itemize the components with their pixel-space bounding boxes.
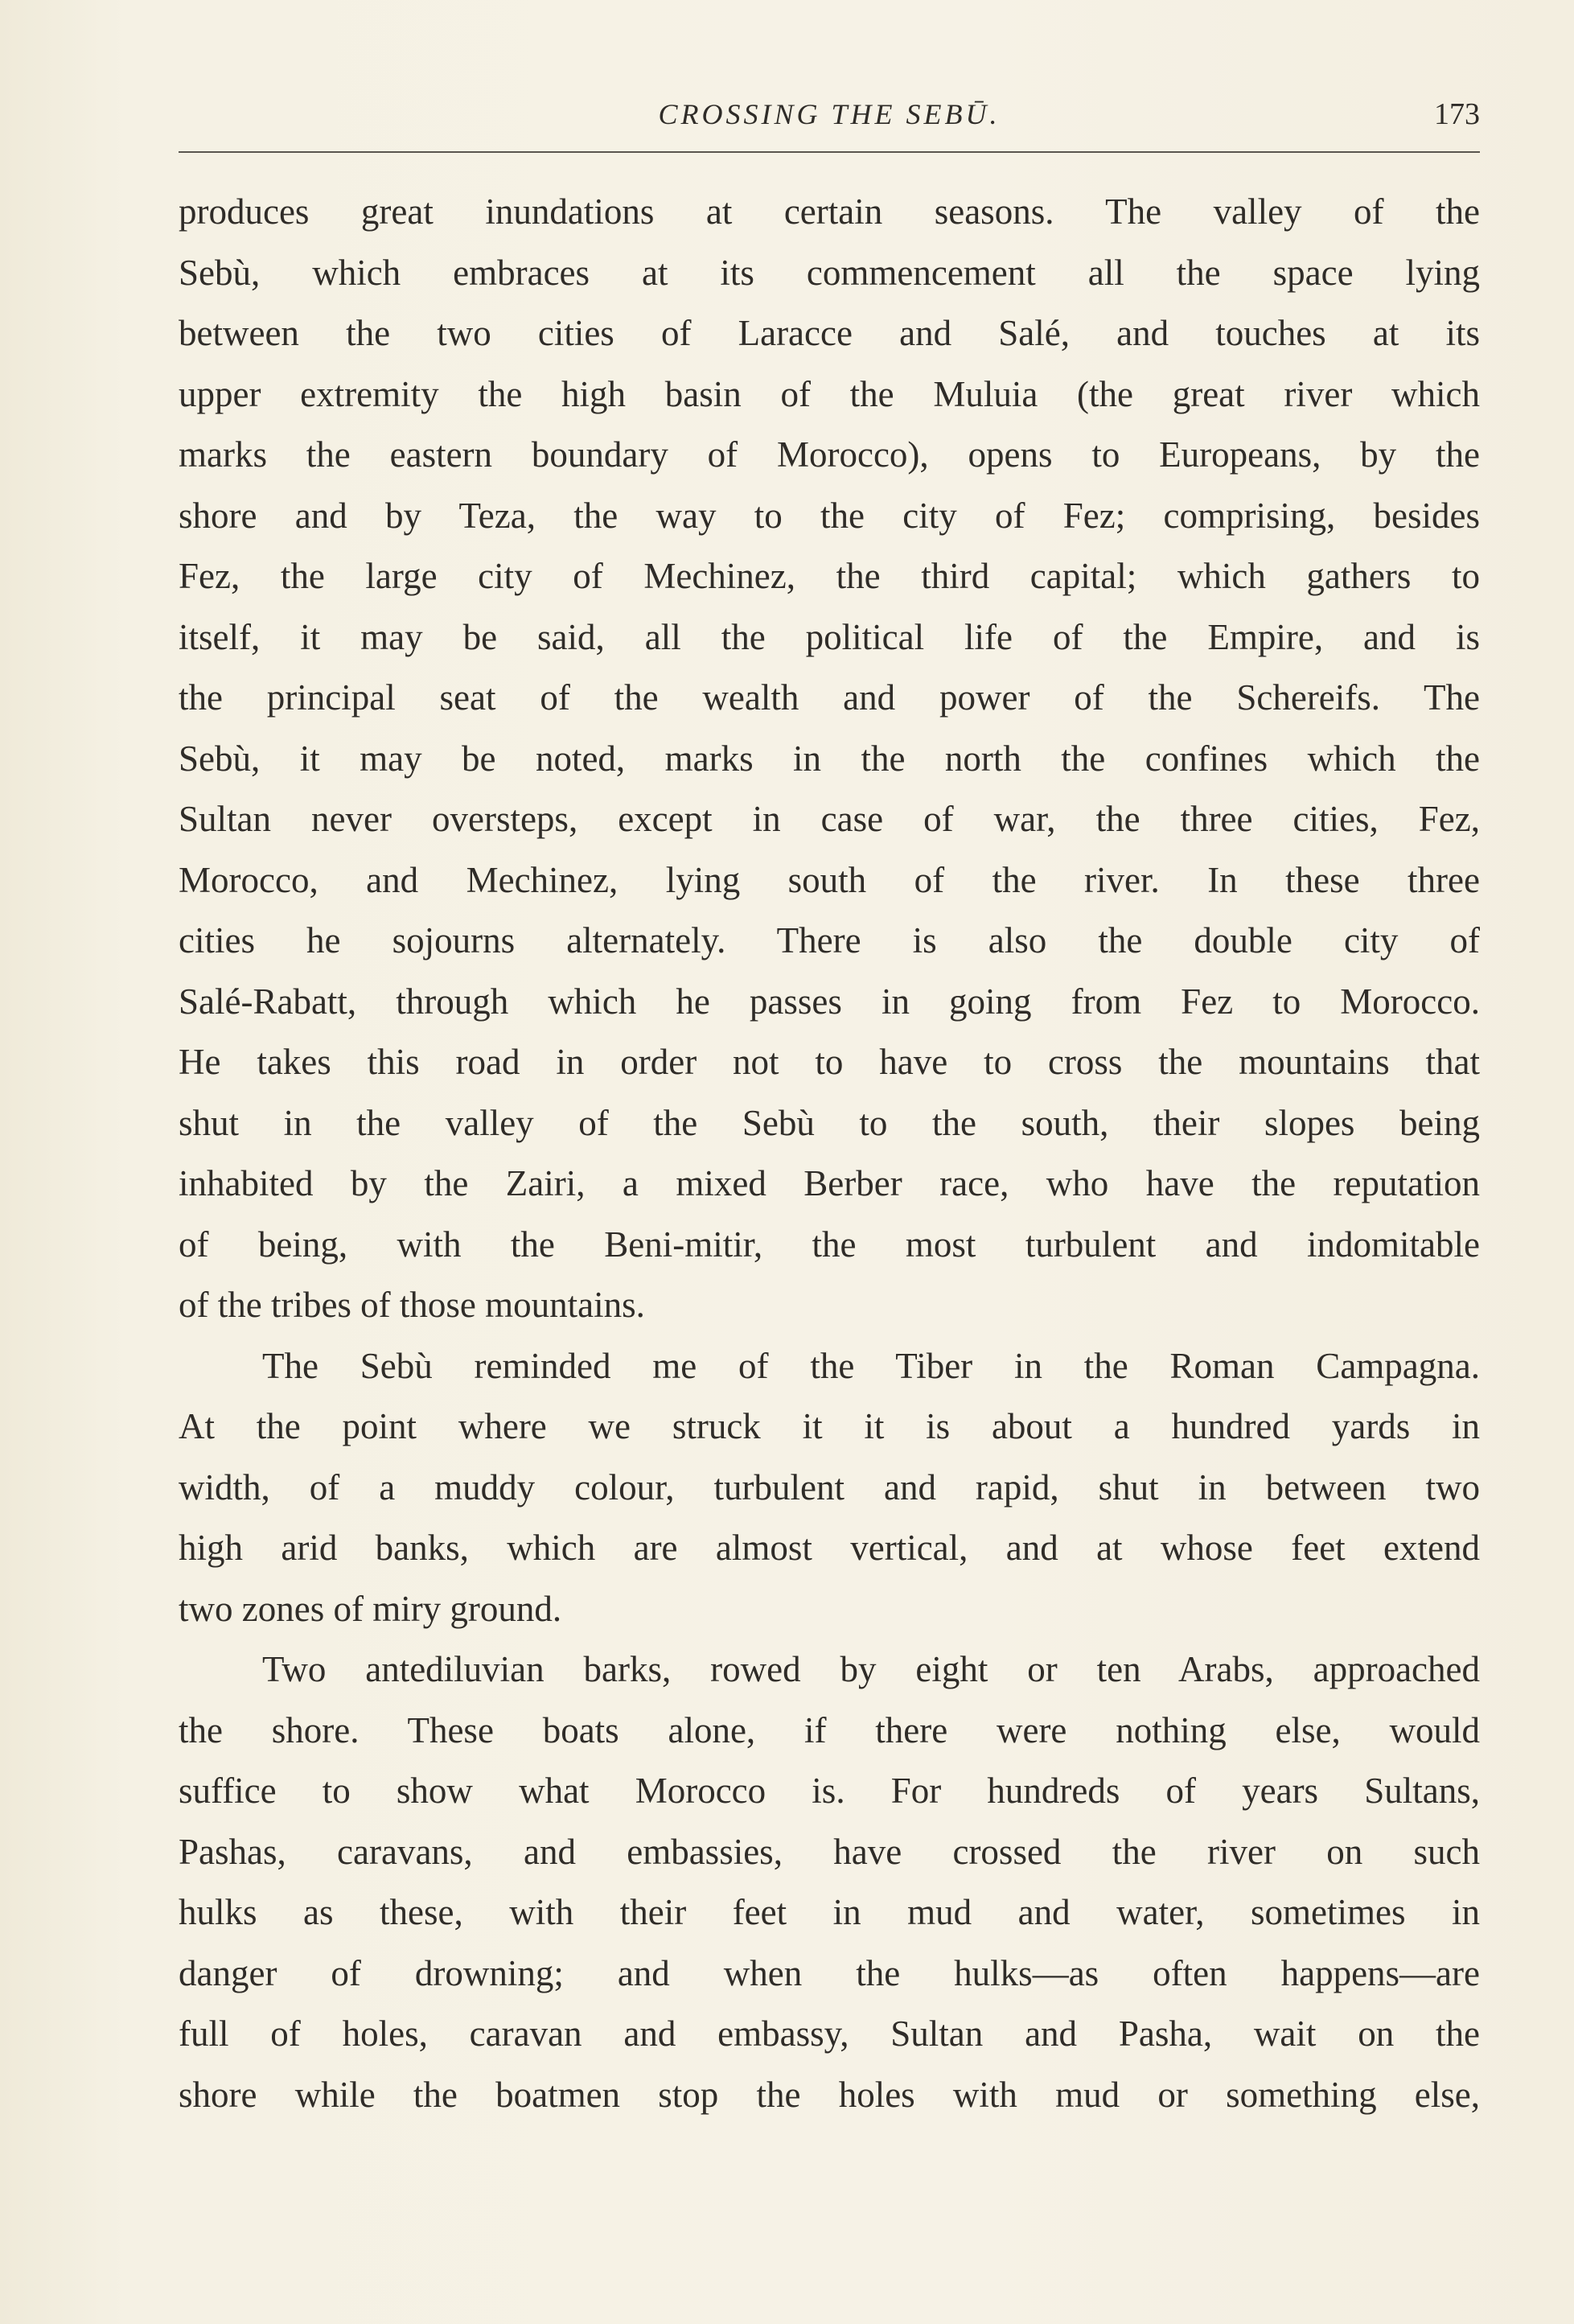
header-rule	[179, 151, 1480, 153]
text-line: Pashas, caravans, and embassies, have crossed the river on such	[179, 1831, 1480, 1872]
text-line: marks the eastern boundary of Morocco), opens to Europeans, by the	[179, 434, 1480, 475]
text-line: high arid banks, which are almost vertical, and at whose feet extend	[179, 1528, 1480, 1568]
text-line: produces great inundations at certain seasons. The valley of the	[179, 191, 1480, 232]
body-text	[179, 182, 1480, 2125]
text-line: two zones of miry ground.	[179, 1588, 562, 1629]
text-line: danger of drowning; and when the hulks—as often happens—are	[179, 1952, 1480, 1993]
text-line: shut in the valley of the Sebù to the south, their slopes being	[179, 1102, 1480, 1143]
text-line: Morocco, and Mechinez, lying south of the river. In these three	[179, 859, 1480, 900]
text-line: inhabited by the Zairi, a mixed Berber race, who have the reputation	[179, 1163, 1480, 1203]
text-line: of being, with the Beni-mitir, the most turbulent and indomitable	[179, 1224, 1480, 1265]
text-line: hulks as these, with their feet in mud and water, sometimes in	[179, 1892, 1480, 1932]
text-line: the shore. These boats alone, if there were nothing else, would	[179, 1709, 1480, 1750]
text-line: Fez, the large city of Mechinez, the third capital; which gathers to	[179, 556, 1480, 596]
text-line: Sebù, which embraces at its commencement all the space lying	[179, 252, 1480, 293]
text-line: shore and by Teza, the way to the city of Fez; comprising, besides	[179, 495, 1480, 536]
text-line: cities he sojourns alternately. There is also the double city of	[179, 920, 1480, 960]
text-line: suffice to show what Morocco is. For hundreds of years Sultans,	[179, 1771, 1480, 1811]
running-head	[179, 90, 1480, 138]
text-line: Two antediluvian barks, rowed by eight or ten Arabs, approached	[262, 1649, 1480, 1689]
text-line: The Sebù reminded me of the Tiber in the Roman Campagna.	[262, 1345, 1480, 1386]
text-line: He takes this road in order not to have to cross the mountains that	[179, 1042, 1480, 1082]
page-number: 173	[1434, 97, 1480, 131]
text-line: shore while the boatmen stop the holes with mud or something else,	[179, 2074, 1480, 2115]
text-line: At the point where we struck it it is about a hundred yards in	[179, 1406, 1480, 1446]
text-line: Sebù, it may be noted, marks in the north the confines which the	[179, 738, 1480, 779]
text-line: the principal seat of the wealth and power of the Schereifs. The	[179, 677, 1480, 718]
text-line: of the tribes of those mountains.	[179, 1285, 645, 1325]
running-title: CROSSING THE SEBŪ.	[658, 98, 1001, 130]
text-line: itself, it may be said, all the political life of the Empire, and is	[179, 616, 1480, 657]
text-line: Salé-Rabatt, through which he passes in going from Fez to Morocco.	[179, 981, 1480, 1022]
text-line: upper extremity the high basin of the Muluia (the great river which	[179, 373, 1480, 414]
text-line: between the two cities of Laracce and Salé, and touches at its	[179, 313, 1480, 353]
text-line: width, of a muddy colour, turbulent and rapid, shut in between two	[179, 1466, 1480, 1508]
text-line: Sultan never oversteps, except in case of war, the three cities, Fez,	[179, 799, 1480, 839]
text-line: full of holes, caravan and embassy, Sultan and Pasha, wait on the	[179, 2013, 1480, 2054]
